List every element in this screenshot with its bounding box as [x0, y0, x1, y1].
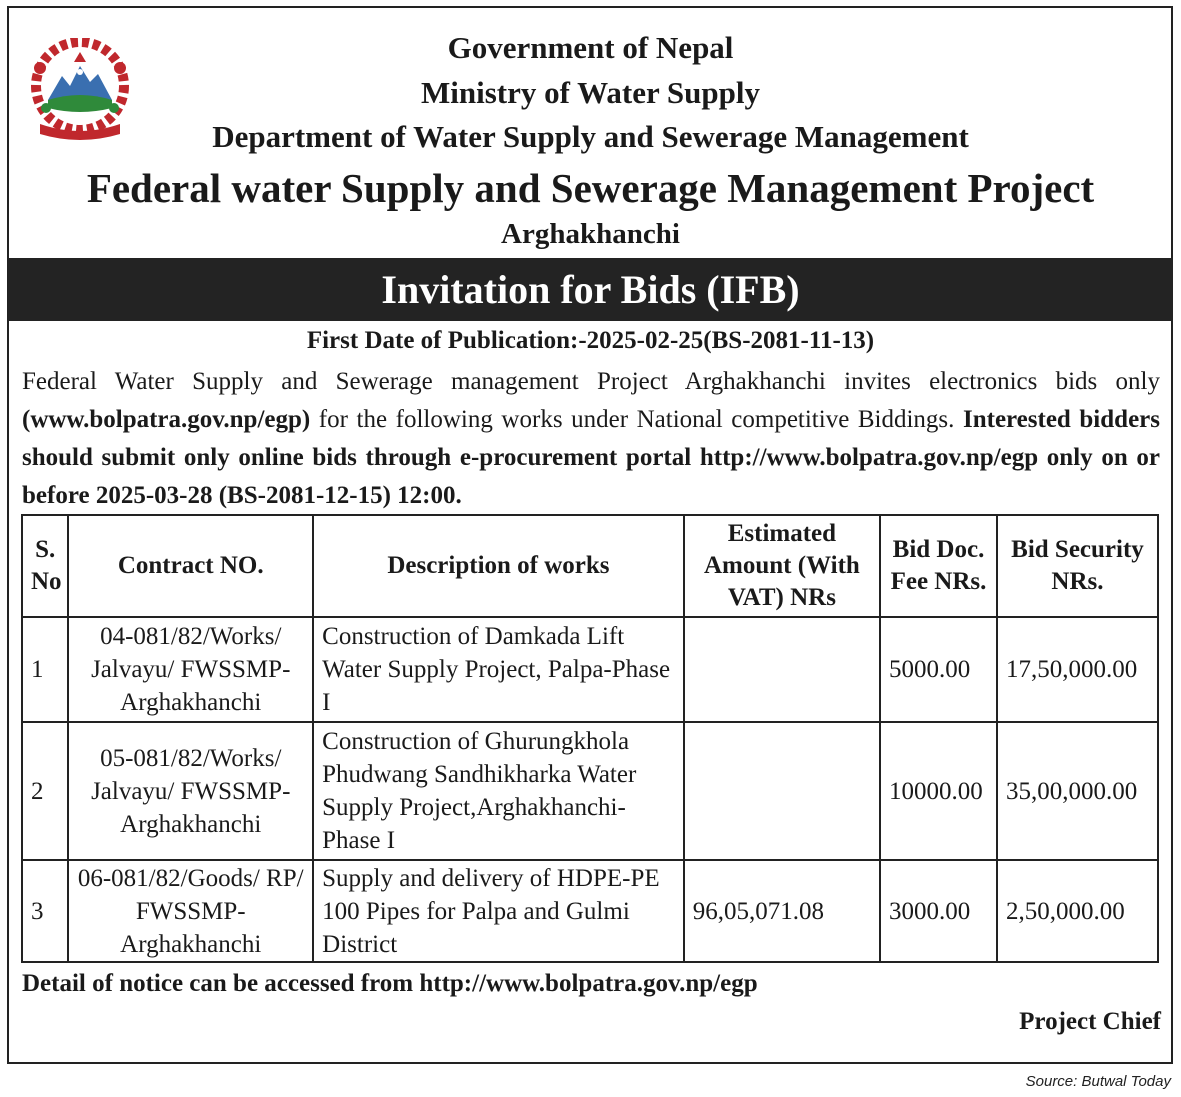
header-contract: Contract NO. [68, 515, 313, 617]
cell-description: Supply and delivery of HDPE-PE 100 Pipes for Palpa and Gulmi District [313, 860, 684, 962]
paragraph-text: Federal Water Supply and Sewerage management Project Arghakhanchi invites electronics bids only [22, 368, 1160, 395]
table-row [22, 722, 1158, 860]
cell-security: 17,50,000.00 [997, 617, 1158, 722]
cell-description: Construction of Ghurungkhola Phudwang Sandhikharka Water Supply Project,Arghakhanchi-Phase I [313, 722, 684, 860]
cell-security: 35,00,000.00 [997, 722, 1158, 860]
cell-estimated [684, 617, 880, 722]
paragraph-instruction: Interested bidders should submit only online bids through e-procurement portal http://www.bolpatra.gov.np/egp only on or before 2025-03-28 (BS-2081-12-15) 12:00. [22, 406, 1160, 509]
cell-description: Construction of Damkada Lift Water Supply Project, Palpa-Phase I [313, 617, 684, 722]
cell-contract: 06-081/82/Goods/ RP/ FWSSMP-Arghakhanchi [68, 860, 313, 962]
header-sn: S. No [22, 515, 68, 617]
cell-estimated [684, 722, 880, 860]
source-credit: Source: Butwal Today [1025, 1073, 1171, 1090]
signatory: Project Chief [1019, 1008, 1161, 1035]
cell-contract: 04-081/82/Works/ Jalvayu/ FWSSMP-Arghakhanchi [68, 617, 313, 722]
notice-paragraph [22, 363, 1160, 515]
table-row [22, 860, 1158, 962]
table-header-row [22, 515, 1158, 617]
department-heading: Department of Water Supply and Sewerage Management [212, 119, 969, 154]
bids-table [21, 514, 1159, 963]
notice-title-banner: Invitation for Bids (IFB) [8, 258, 1173, 321]
header-description: Description of works [313, 515, 684, 617]
location-heading: Arghakhanchi [501, 218, 680, 250]
cell-sn: 3 [22, 860, 68, 962]
paragraph-text-2: for the following works under National competitive Biddings. [310, 406, 963, 433]
header-security: Bid Security NRs. [997, 515, 1158, 617]
ministry-heading: Ministry of Water Supply [420, 75, 761, 110]
detail-note: Detail of notice can be accessed from http://www.bolpatra.gov.np/egp [22, 970, 758, 997]
cell-estimated: 96,05,071.08 [684, 860, 880, 962]
project-heading: Federal water Supply and Sewerage Management Project [86, 165, 1095, 211]
header-estimated: Estimated Amount (With VAT) NRs [684, 515, 880, 617]
header-fee: Bid Doc. Fee NRs. [880, 515, 997, 617]
cell-fee: 5000.00 [880, 617, 997, 722]
cell-sn: 2 [22, 722, 68, 860]
cell-contract: 05-081/82/Works/ Jalvayu/ FWSSMP-Arghakhanchi [68, 722, 313, 860]
cell-fee: 10000.00 [880, 722, 997, 860]
cell-fee: 3000.00 [880, 860, 997, 962]
paragraph-link: (www.bolpatra.gov.np/egp) [22, 406, 311, 433]
table-row [22, 617, 1158, 722]
cell-sn: 1 [22, 617, 68, 722]
government-heading: Government of Nepal [447, 30, 734, 65]
cell-security: 2,50,000.00 [997, 860, 1158, 962]
publication-date: First Date of Publication:-2025-02-25(BS-2081-11-13) [306, 327, 875, 354]
